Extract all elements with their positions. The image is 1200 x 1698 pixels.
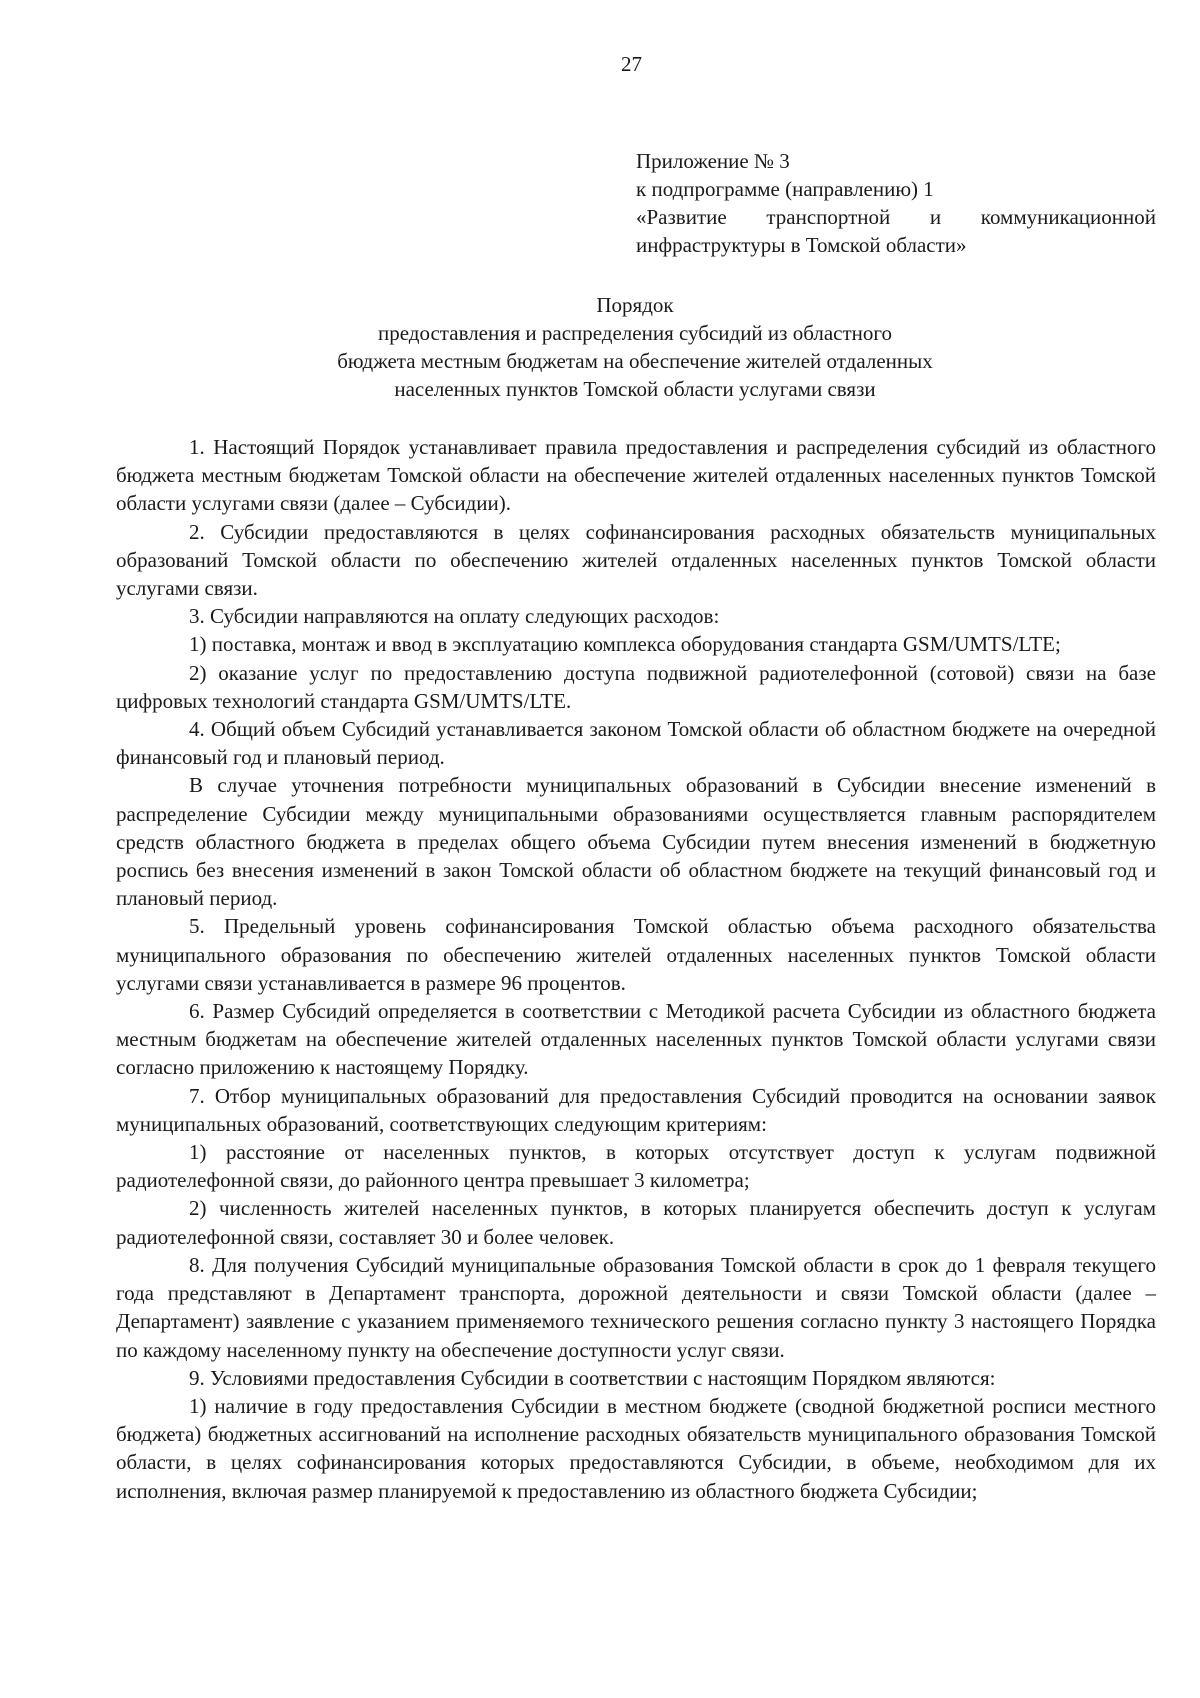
appendix-line: Приложение № 3 — [636, 149, 790, 173]
paragraph-3: 3. Субсидии направляются на оплату следующих расходов: — [189, 604, 720, 629]
paragraph-2: 2. Субсидии предоставляются в целях софинансирования расходных обязательств муниципальных образований Томской области по обеспечению жителей отдаленных населенных пунктов Томской области услугами связи. — [116, 519, 1156, 601]
paragraph-4-continued: В случае уточнения потребности муниципальных образований в Субсидии внесение изменений в распределение Субсидии между муниципальными образованиями осуществляется главным распорядителем средств областного бюджета в пределах общего объема Субсидии путем внесения изменений в бюджетную роспись без внесения изменений в закон Томской области об областном бюджете на текущий финансовый год и плановый период. — [116, 773, 1156, 911]
appendix-line: инфраструктуры в Томской области» — [636, 233, 967, 257]
paragraph-1: 1. Настоящий Порядок устанавливает правила предоставления и распределения субсидий из областного бюджета местным бюджетам Томской области на обеспечение жителей отдаленных населенных пунктов Томской области услугами связи (далее – Субсидии). — [116, 435, 1156, 516]
paragraph-7-item-2: 2) численность жителей населенных пунктов, в которых планируется обеспечить доступ к услугам радиотелефонной связи, составляет 30 и более человек. — [116, 1196, 1156, 1249]
paragraph-7-item-1: 1) расстояние от населенных пунктов, в которых отсутствует доступ к услугам подвижной радиотелефонной связи, до районного центра превышает 3 километра; — [116, 1140, 1156, 1193]
appendix-header — [636, 147, 1156, 259]
document-title — [0, 291, 1200, 403]
paragraph-9-item-1: 1) наличие в году предоставления Субсидии в местном бюджете (сводной бюджетной росписи местного бюджета) бюджетных ассигнований на исполнение расходных обязательств муниципального образования Томской области, в целях софинансирования которых предоставляются Субсидии, в объеме, необходимом для их исполнения, включая размер планируемой к предоставлению из областного бюджета Субсидии; — [116, 1393, 1156, 1503]
title-line: Порядок — [596, 293, 674, 317]
title-line: населенных пунктов Томской области услугами связи — [394, 377, 876, 401]
document-body — [116, 433, 1156, 1505]
appendix-line: «Развитие транспортной и коммуникационной — [636, 205, 1156, 229]
paragraph-3-item-2: 2) оказание услуг по предоставлению доступа подвижной радиотелефонной (сотовой) связи на базе цифровых технологий стандарта GSM/UMTS/LTE. — [116, 660, 1156, 713]
paragraph-7: 7. Отбор муниципальных образований для предоставления Субсидий проводится на основании заявок муниципальных образований, соответствующих следующим критериям: — [116, 1083, 1156, 1136]
paragraph-5: 5. Предельный уровень софинансирования Томской областью объема расходного обязательства муниципального образования по обеспечению жителей отдаленных населенных пунктов Томской области услугами связи устанавливается в размере 96 процентов. — [116, 914, 1156, 995]
page-number: 27 — [621, 52, 642, 76]
appendix-line: к подпрограмме (направлению) 1 — [636, 177, 934, 201]
paragraph-3-item-1: 1) поставка, монтаж и ввод в эксплуатацию комплекса оборудования стандарта GSM/UMTS/LTE; — [189, 632, 1061, 657]
paragraph-8: 8. Для получения Субсидий муниципальные образования Томской области в срок до 1 февраля текущего года представляют в Департамент транспорта, дорожной деятельности и связи Томской области (далее – Департамент) заявление с указанием применяемого технического решения согласно пункту 3 настоящего Порядка по каждому населенному пункту на обеспечение доступности услуг связи. — [116, 1252, 1156, 1362]
title-line: бюджета местным бюджетам на обеспечение жителей отдаленных — [337, 349, 933, 373]
paragraph-6: 6. Размер Субсидий определяется в соответствии с Методикой расчета Субсидии из областного бюджета местным бюджетам на обеспечение жителей отдаленных населенных пунктов Томской области услугами связи согласно приложению к настоящему Порядку. — [116, 999, 1156, 1080]
title-line: предоставления и распределения субсидий из областного — [378, 321, 892, 345]
paragraph-9: 9. Условиями предоставления Субсидии в соответствии с настоящим Порядком являются: — [189, 1365, 996, 1390]
paragraph-4: 4. Общий объем Субсидий устанавливается законом Томской области об областном бюджете на очередной финансовый год и плановый период. — [116, 717, 1156, 770]
